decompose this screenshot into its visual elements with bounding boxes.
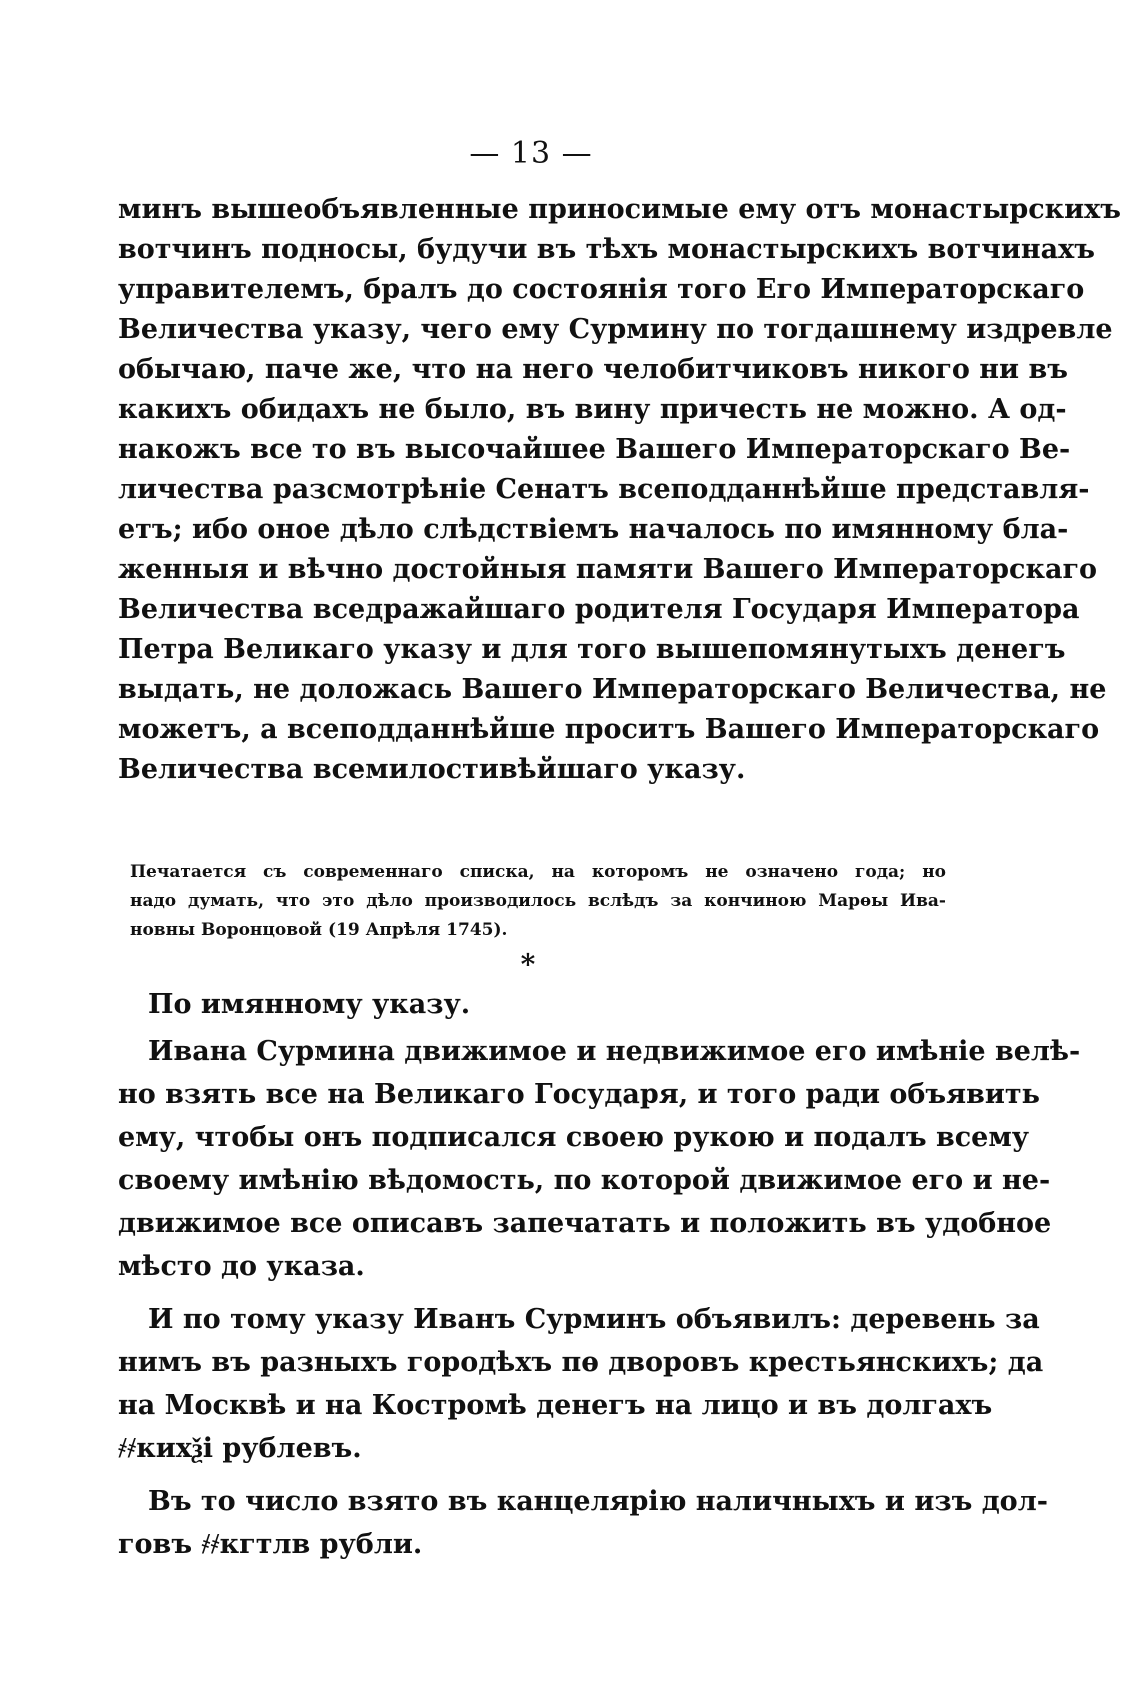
decree-line: Въ то число взято въ канцелярію наличныхъ и изъ дол- bbox=[148, 1486, 1048, 1517]
text-line: Величества всемилостивѣйшаго указу. bbox=[118, 754, 746, 785]
note-line: Печатается съ современнаго списка, на которомъ не означено года; но bbox=[130, 862, 946, 882]
main-text-block bbox=[118, 190, 1121, 790]
text-line: Величества вседражайшаго родителя Государя Императора bbox=[118, 594, 1080, 625]
note-line: новны Воронцовой (19 Апрѣля 1745). bbox=[130, 920, 508, 940]
paragraph-gap bbox=[118, 1288, 946, 1298]
text-line: накожъ все то въ высочайшее Вашего Императорскаго Ве- bbox=[118, 434, 1071, 465]
decree-line: говъ ҂҂кгтлв рубли. bbox=[118, 1529, 423, 1560]
decree-line: нимъ въ разныхъ городѣхъ пѳ дворовъ крестьянскихъ; да bbox=[118, 1347, 1044, 1378]
decree-line: И по тому указу Иванъ Сурминъ объявилъ: деревень за bbox=[148, 1304, 1040, 1335]
decree-line: мѣсто до указа. bbox=[118, 1251, 365, 1282]
text-line: Петра Великаго указу и для того вышепомянутыхъ денегъ bbox=[118, 634, 1066, 665]
text-line: личества разсмотрѣніе Сенатъ всеподданнѣйше представля- bbox=[118, 474, 1090, 505]
text-line: етъ; ибо оное дѣло слѣдствіемъ началось по имянному бла- bbox=[118, 514, 1069, 545]
text-line: управителемъ, бралъ до состоянія того Его Императорскаго bbox=[118, 274, 1085, 305]
editorial-note bbox=[130, 858, 946, 945]
paragraph-gap bbox=[118, 1470, 946, 1480]
decree-line: Ивана Сурмина движимое и недвижимое его имѣніе велѣ- bbox=[148, 1036, 1081, 1067]
note-line: надо думать, что это дѣло производилось вслѣдъ за кончиною Марѳы Ива- bbox=[130, 891, 946, 911]
decree-line: ему, чтобы онъ подписался своею рукою и подалъ всему bbox=[118, 1122, 1030, 1153]
decree-line: на Москвѣ и на Костромѣ денегъ на лицо и въ долгахъ bbox=[118, 1390, 993, 1421]
text-line: можетъ, а всеподданнѣйше проситъ Вашего Императорскаго bbox=[118, 714, 1100, 745]
text-line: Величества указу, чего ему Сурмину по тогдашнему издревле bbox=[118, 314, 1113, 345]
text-line: вотчинъ подносы, будучи въ тѣхъ монастырскихъ вотчинахъ bbox=[118, 234, 1095, 265]
text-line: какихъ обидахъ не было, въ вину причесть не можно. А од- bbox=[118, 394, 1067, 425]
decree-title: По имянному указу. bbox=[148, 989, 471, 1020]
decree-line: но взять все на Великаго Государя, и того ради объявить bbox=[118, 1079, 1040, 1110]
text-line: минъ вышеобъявленные приносимые ему отъ монастырскихъ bbox=[118, 194, 1121, 225]
decree-line: движимое все описавъ запечатать и положить въ удобное bbox=[118, 1208, 1052, 1239]
text-line: женныя и вѣчно достойныя памяти Вашего Императорскаго bbox=[118, 554, 1098, 585]
decree-line: своему имѣнію вѣдомость, по которой движимое его и не- bbox=[118, 1165, 1051, 1196]
section-separator: * bbox=[520, 948, 536, 981]
decree-body bbox=[118, 1030, 1081, 1566]
page-number: — 13 — bbox=[469, 136, 593, 171]
text-line: выдать, не доложась Вашего Императорскаго Величества, не bbox=[118, 674, 1107, 705]
text-line: обычаю, паче же, что на него челобитчиковъ никого ни въ bbox=[118, 354, 1068, 385]
decree-line: ҂҂кихѯі рублевъ. bbox=[118, 1433, 362, 1464]
